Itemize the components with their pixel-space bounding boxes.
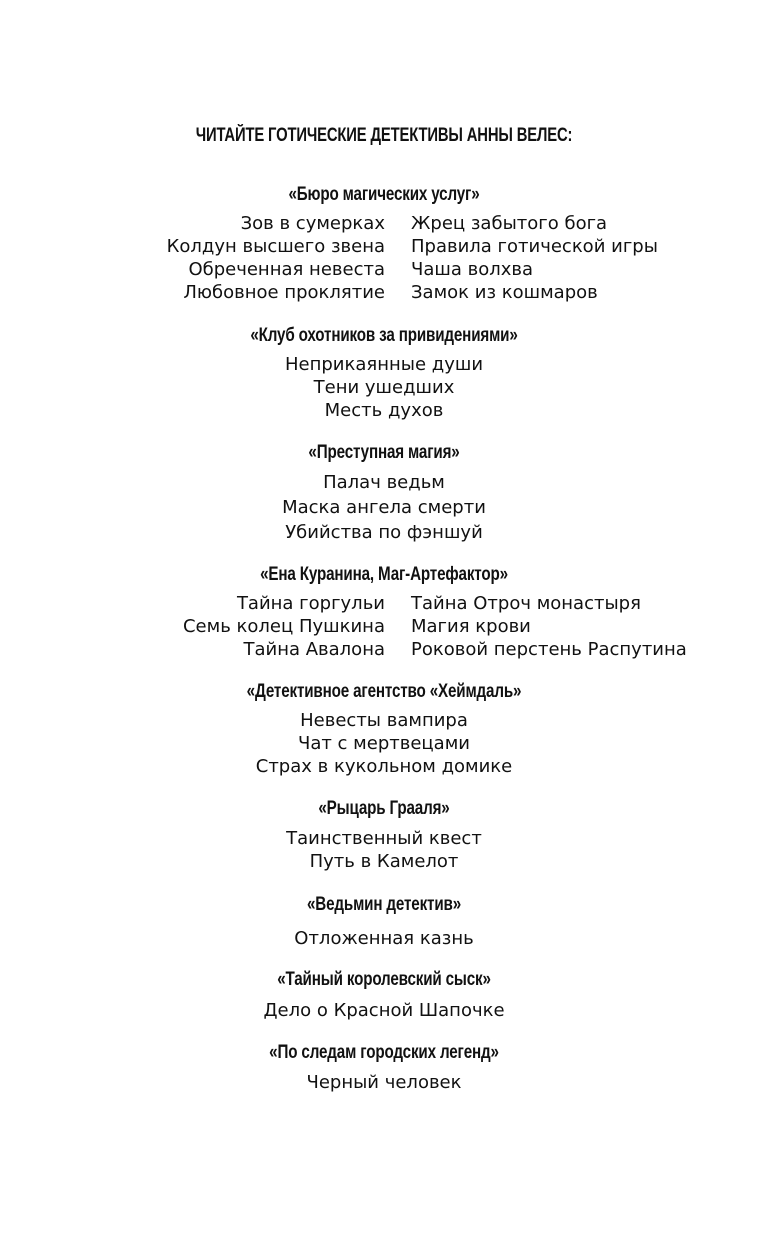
book-title: Тайна Отроч монастыря	[411, 593, 641, 614]
book-title: Магия крови	[411, 616, 531, 637]
book-title: Таинственный квест	[286, 828, 482, 849]
book-title: Семь колец Пушкина	[182, 616, 385, 637]
series-title: «Тайный королевский сыск»	[277, 969, 491, 990]
book-title: Чаша волхва	[411, 259, 534, 280]
series-title: «Детективное агентство «Хеймдаль»	[246, 681, 522, 702]
series-title: «Преступная магия»	[308, 442, 460, 463]
series-books	[0, 827, 768, 873]
series-title: «Рыцарь Грааля»	[318, 798, 450, 819]
book-title: Убийства по фэншуй	[285, 522, 483, 543]
book-title: Черный человек	[306, 1072, 462, 1093]
series-title: «Ведьмин детектив»	[307, 894, 461, 915]
series-books-right	[411, 212, 658, 304]
book-title: Страх в кукольном домике	[255, 756, 513, 777]
book-title: Роковой перстень Распутина	[411, 639, 687, 660]
book-title: Невесты вампира	[300, 710, 468, 731]
series-books	[0, 709, 768, 778]
series-title: «По следам городских легенд»	[269, 1042, 499, 1063]
page-title: ЧИТАЙТЕ ГОТИЧЕСКИЕ ДЕТЕКТИВЫ АННЫ ВЕЛЕС:	[195, 125, 573, 146]
book-title: Тайна Авалона	[243, 639, 385, 660]
book-title: Неприкаянные души	[284, 354, 484, 375]
series-books-right	[411, 592, 687, 661]
book-title: Обреченная невеста	[188, 259, 385, 280]
book-title: Отложенная казнь	[294, 928, 474, 949]
book-title: Дело о Красной Шапочке	[263, 1000, 505, 1021]
book-title: Жрец забытого бога	[411, 213, 608, 234]
series-books-left	[167, 212, 385, 304]
book-title: Чат с мертвецами	[297, 733, 470, 754]
book-title: Тени ушедших	[313, 377, 455, 398]
book-title: Путь в Камелот	[309, 851, 459, 872]
book-title: Замок из кошмаров	[411, 282, 598, 303]
series-books	[0, 927, 768, 950]
book-title: Маска ангела смерти	[282, 497, 486, 518]
series-books	[0, 470, 768, 545]
book-title: Тайна горгульи	[236, 593, 385, 614]
series-books	[0, 1071, 768, 1094]
series-books	[0, 353, 768, 422]
book-title: Правила готической игры	[411, 236, 658, 257]
book-title: Колдун высшего звена	[166, 236, 385, 257]
series-title: «Клуб охотников за привидениями»	[250, 325, 518, 346]
book-title: Любовное проклятие	[183, 282, 385, 303]
series-title: «Ена Куранина, Маг-Артефактор»	[260, 564, 508, 585]
series-title: «Бюро магических услуг»	[288, 184, 480, 205]
book-title: Зов в сумерках	[240, 213, 385, 234]
series-books-left	[183, 592, 385, 661]
series-books	[0, 999, 768, 1022]
book-title: Месть духов	[324, 400, 444, 421]
book-title: Палач ведьм	[323, 472, 445, 493]
